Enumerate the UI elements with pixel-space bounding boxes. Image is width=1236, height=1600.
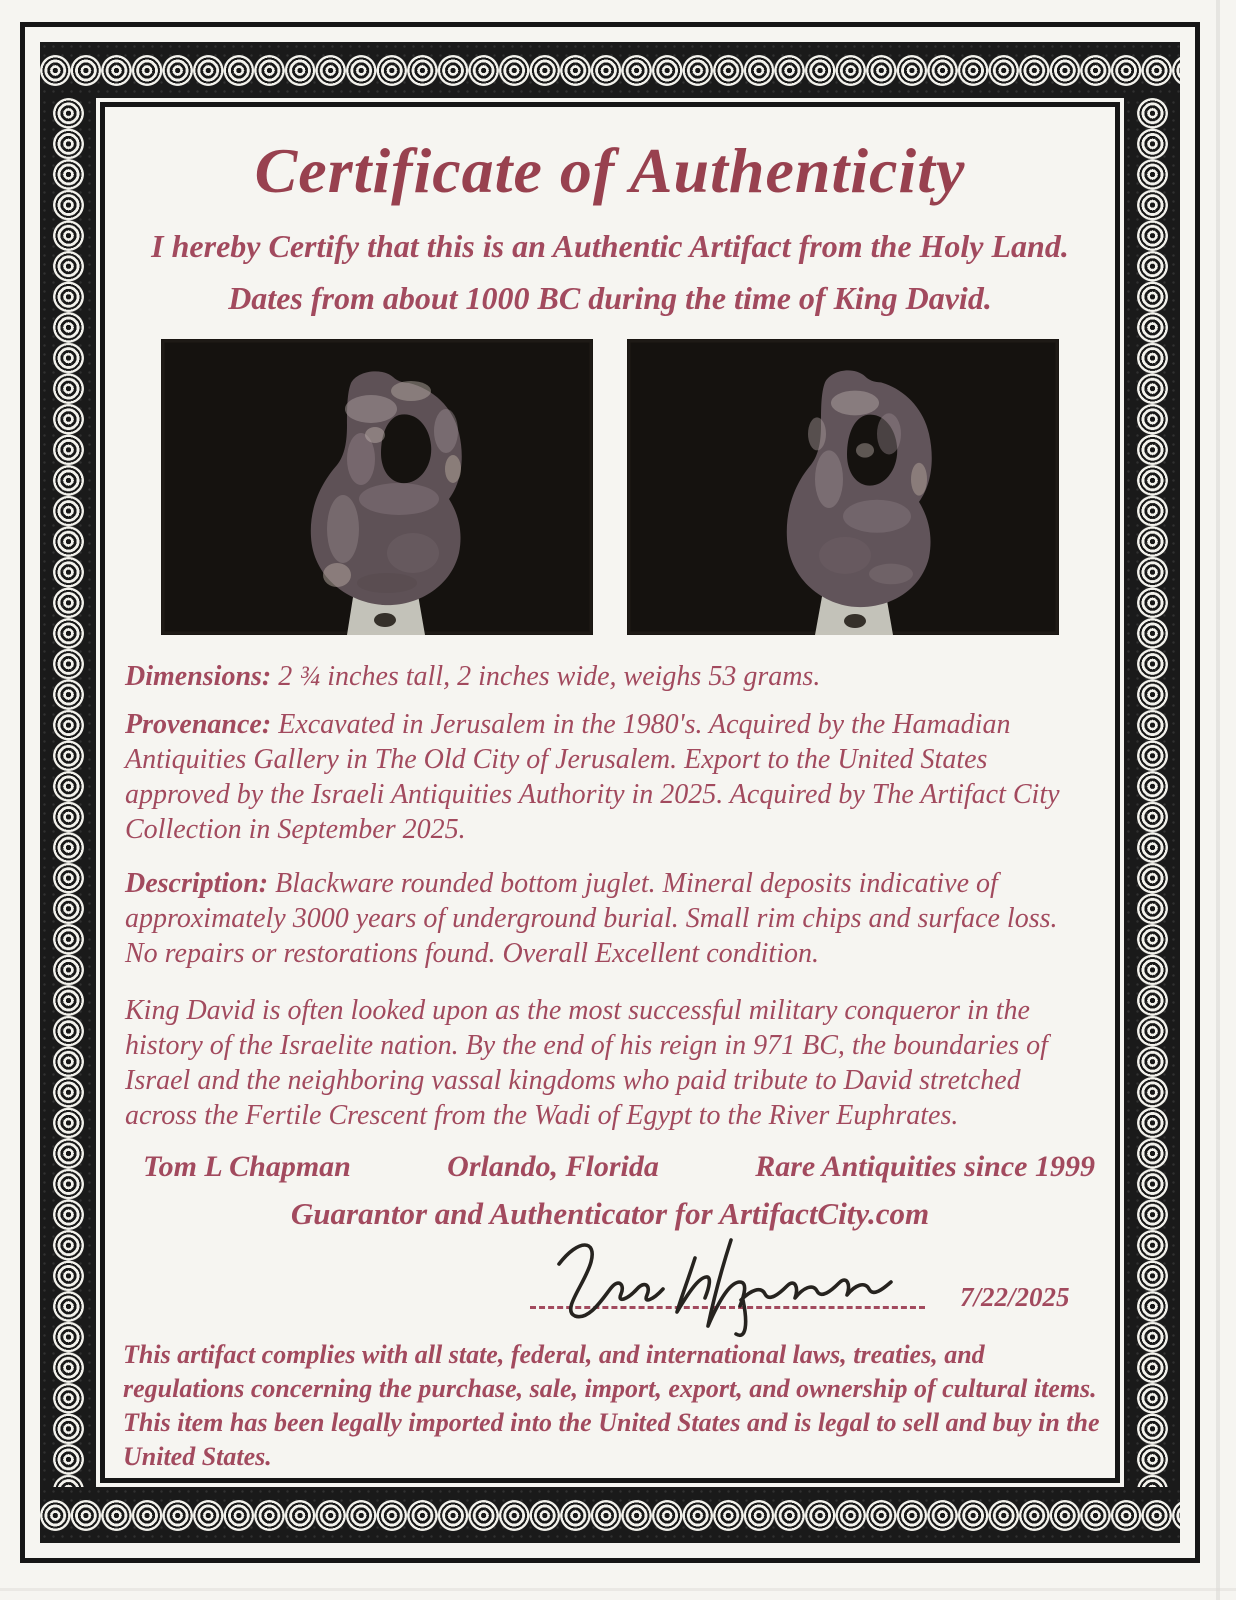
signature-block	[115, 1234, 1105, 1328]
circle-chain-top	[40, 42, 1180, 98]
circle-chain-left	[40, 98, 96, 1487]
legal-compliance-paragraph: This artifact complies with all state, federal, and international laws, treaties, and regulations concerning the purchase, sale, import, export, and ownership of cultural items. This item has been legally imported into the United States and is legal to sell and buy in the United States.	[123, 1340, 1100, 1471]
dimensions-section	[125, 659, 1097, 694]
provenance-section	[125, 707, 1097, 847]
king-david-paragraph: King David is often looked upon as the most successful military conqueror in the history of the Israelite nation. By the end of his reign in 971 BC, the boundaries of Israel and the neighboring vassal kingdoms who paid tribute to David stretched across the Fertile Crescent from the Wadi of Egypt to the River Euphrates.	[125, 995, 1048, 1131]
signer-tagline: Rare Antiquities since 1999	[755, 1150, 1095, 1183]
handwritten-signature	[545, 1228, 945, 1338]
certify-statement: I hereby Certify that this is an Authentic Artifact from the Holy Land.	[151, 228, 1069, 264]
description-section	[125, 866, 1097, 971]
juglet-illustration-right	[627, 339, 1059, 635]
certificate-title: Certificate of Authenticity	[254, 135, 966, 206]
signature-date: 7/22/2025	[960, 1282, 1070, 1312]
juglet-illustration-left	[161, 339, 593, 635]
signer-location: Orlando, Florida	[447, 1150, 659, 1183]
description-label: Description:	[125, 868, 269, 899]
circle-chain-right	[1124, 98, 1180, 1487]
artifact-photo-right	[627, 339, 1059, 635]
circle-chain-bottom	[40, 1487, 1180, 1543]
provenance-label: Provenance:	[125, 709, 272, 740]
signer-info-row	[143, 1147, 1095, 1187]
signer-name: Tom L Chapman	[143, 1150, 351, 1183]
guarantor-line: Guarantor and Authenticator for ArtifactCity.com	[290, 1196, 930, 1231]
paper-scan-edge-bottom	[0, 1588, 1236, 1591]
paper-scan-edge-right	[1216, 0, 1220, 1600]
artifact-photo-left	[161, 339, 593, 635]
certificate-content	[115, 115, 1105, 1480]
description-text: Blackware rounded bottom juglet. Mineral deposits indicative of approximately 3000 years of underground burial. Small rim chips and surface loss. No repairs or restorations found. Overall Excellent condition.	[125, 868, 1058, 969]
provenance-text: Excavated in Jerusalem in the 1980's. Acquired by the Hamadian Antiquities Gallery in The Old City of Jerusalem. Export to the United States approved by the Israeli Antiquities Authority in 2025. Acquired by The Artifact City Collection in September 2025.	[125, 709, 1060, 845]
artifact-photos-row	[115, 339, 1105, 635]
dimensions-label: Dimensions:	[125, 661, 272, 692]
dating-statement: Dates from about 1000 BC during the time of King David.	[228, 280, 992, 316]
dimensions-text: 2 ¾ inches tall, 2 inches wide, weighs 53 grams.	[278, 661, 821, 692]
